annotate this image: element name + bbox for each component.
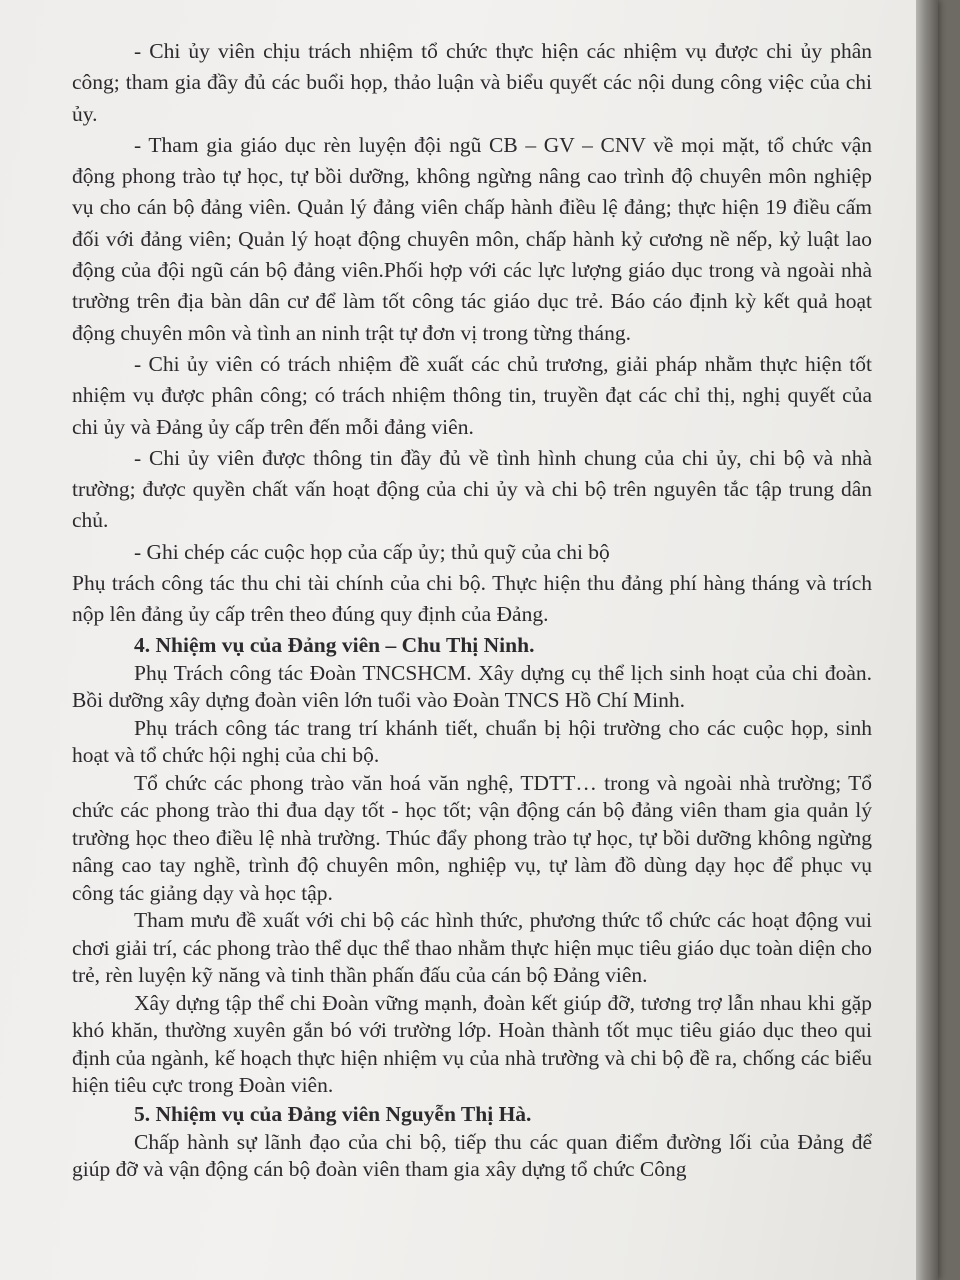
paragraph: Phụ trách công tác trang trí khánh tiết, chuẩn bị hội trường cho các cuộc họp, sinh hoạt và tổ chức hội nghị của chi bộ. <box>72 715 872 768</box>
section-heading-4: 4. Nhiệm vụ của Đảng viên – Chu Thị Ninh. <box>134 632 535 657</box>
paragraph: Xây dựng tập thể chi Đoàn vững mạnh, đoàn kết giúp đỡ, tương trợ lẫn nhau khi gặp khó khăn, thường xuyên gắn bó với trường lớp. Hoàn thành tốt mục tiêu giáo dục theo qui định của ngành, kế hoạch thực hiện nhiệm vụ của nhà trường và chi bộ đề ra, chống các biểu hiện tiêu cực trong Đoàn viên. <box>72 990 872 1098</box>
paragraph: - Tham gia giáo dục rèn luyện đội ngũ CB – GV – CNV về mọi mặt, tổ chức vận động phong trào tự học, tự bồi dưỡng, không ngừng nâng cao trình độ chuyên môn nghiệp vụ cho cán bộ đảng viên. Quản lý đảng viên chấp hành điều lệ đảng; thực hiện 19 điều cấm đối với đảng viên; Quản lý hoạt động chuyên môn, chấp hành kỷ cương nề nếp, kỷ luật lao động của đội ngũ cán bộ đảng viên.Phối hợp với các lực lượng giáo dục trong và ngoài nhà trường trên địa bàn dân cư để làm tốt công tác giáo dục trẻ. Báo cáo định kỳ kết quả hoạt động chuyên môn và tình an ninh trật tự đơn vị trong từng tháng. <box>72 132 872 345</box>
page-edge-shadow <box>916 0 938 1280</box>
paragraph: Tổ chức các phong trào văn hoá văn nghệ, TDTT… trong và ngoài nhà trường; Tổ chức các phong trào thi đua dạy tốt - học tốt; vận động cán bộ đảng viên tham gia quản lý trường học theo điều lệ nhà trường. Thúc đẩy phong trào tự học, tự bồi dưỡng không ngừng nâng cao tay nghề, trình độ chuyên môn, nghiệp vụ, tự làm đồ dùng dạy học để phục vụ công tác giảng dạy và học tập. <box>72 770 872 905</box>
paragraph: Phụ Trách công tác Đoàn TNCSHCM. Xây dựng cụ thể lịch sinh hoạt của chi đoàn. Bồi dưỡng xây dựng đoàn viên lớn tuổi vào Đoàn TNCS Hồ Chí Minh. <box>72 660 872 713</box>
paragraph: Tham mưu đề xuất với chi bộ các hình thức, phương thức tổ chức các hoạt động vui chơi giải trí, các phong trào thể dục thể thao nhằm thực hiện mục tiêu giáo dục toàn diện cho trẻ, rèn luyện kỹ năng và tinh thần phấn đấu của cán bộ Đảng viên. <box>72 908 872 988</box>
section-4-block <box>72 660 872 1100</box>
document-body <box>72 36 872 1184</box>
paragraph: - Ghi chép các cuộc họp của cấp ủy; thủ quỹ của chi bộ <box>134 539 610 564</box>
section-heading-5: 5. Nhiệm vụ của Đảng viên Nguyễn Thị Hà. <box>134 1101 532 1126</box>
paragraph: - Chi ủy viên được thông tin đầy đủ về tình hình chung của chi ủy, chi bộ và nhà trường; được quyền chất vấn hoạt động của chi ủy và chi bộ trên nguyên tắc tập trung dân chủ. <box>72 445 872 533</box>
paragraph: - Chi ủy viên chịu trách nhiệm tổ chức thực hiện các nhiệm vụ được chi ủy phân công; tham gia đầy đủ các buổi họp, thảo luận và biểu quyết các nội dung công việc của chi ủy. <box>72 39 872 126</box>
paragraph-finance: Phụ trách công tác thu chi tài chính của chi bộ. Thực hiện thu đảng phí hàng tháng và trích nộp lên đảng ủy cấp trên theo đúng quy định của Đảng. <box>72 571 872 627</box>
paragraph: Chấp hành sự lãnh đạo của chi bộ, tiếp thu các quan điểm đường lối của Đảng để giúp đỡ và vận động cán bộ đoàn viên tham gia xây dựng tổ chức Công <box>72 1129 872 1182</box>
committee-duties-block <box>72 36 872 631</box>
section-5-block <box>72 1129 872 1184</box>
paragraph: - Chi ủy viên có trách nhiệm đề xuất các chủ trương, giải pháp nhằm thực hiện tốt nhiệm vụ được phân công; có trách nhiệm thông tin, truyền đạt các chỉ thị, nghị quyết của chi ủy và Đảng ủy cấp trên đến mỗi đảng viên. <box>72 351 872 439</box>
